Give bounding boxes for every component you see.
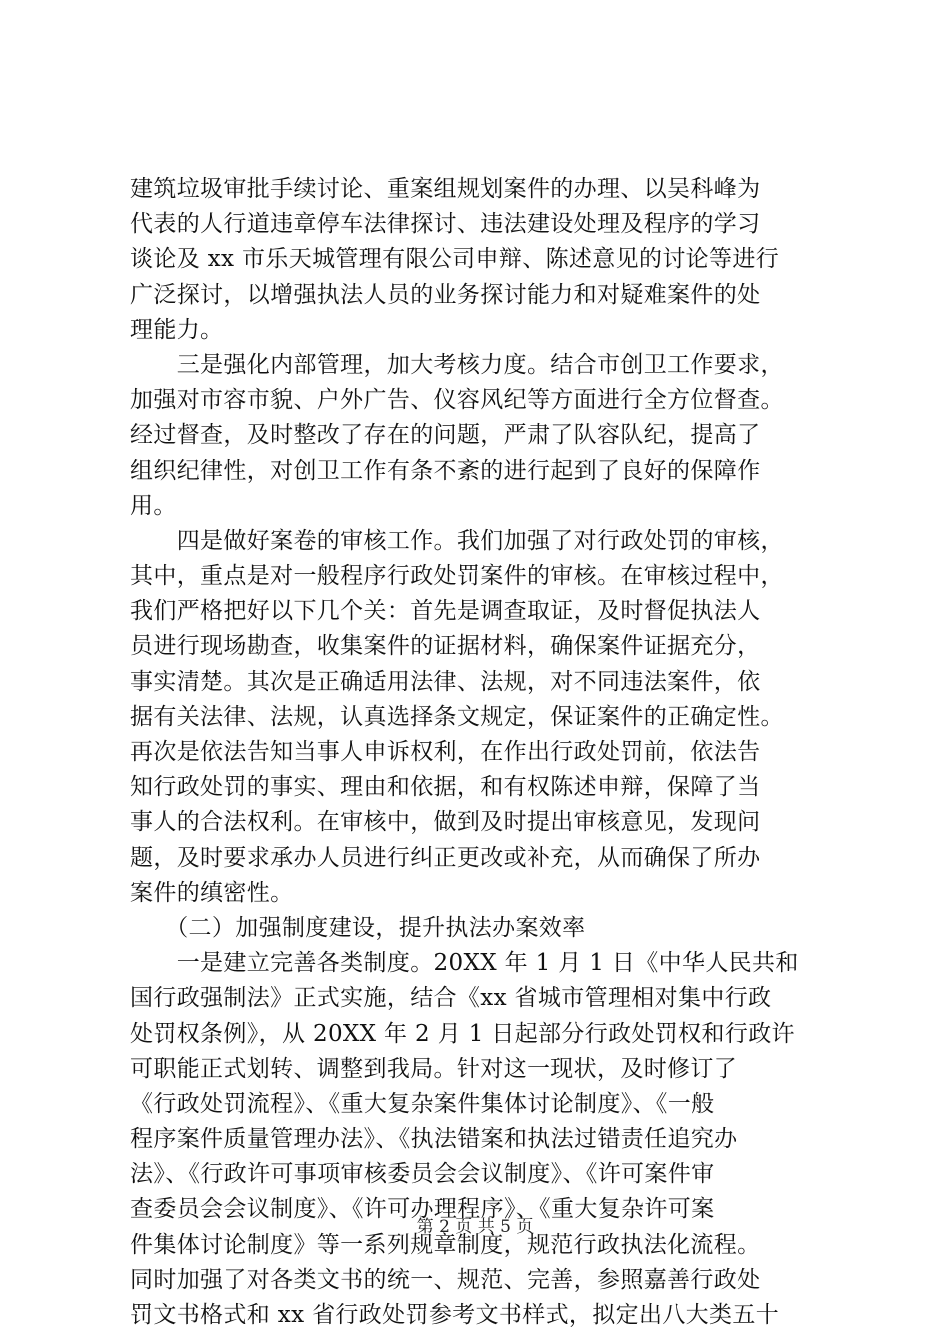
text-line: 国行政强制法》正式实施，结合《xx 省城市管理相对集中行政 <box>130 985 772 1012</box>
text-line: 同时加强了对各类文书的统一、规范、完善，参照嘉善行政处 <box>130 1266 761 1293</box>
text-line: 案件的缜密性。 <box>130 879 294 906</box>
section-heading: （二）加强制度建设，提升执法办案效率 <box>130 914 586 941</box>
text-line: 组织纪律性，对创卫工作有条不紊的进行起到了良好的保障作 <box>130 457 761 484</box>
text-line: 据有关法律、法规，认真选择条文规定，保证案件的正确定性。 <box>130 703 784 730</box>
text-line: 员进行现场勘查，收集案件的证据材料，确保案件证据充分， <box>130 633 761 660</box>
text-line: 查委员会会议制度》、《许可办理程序》、《重大复杂许可案 <box>130 1196 715 1223</box>
document-body <box>130 172 860 1333</box>
text-line: 理能力。 <box>130 316 224 343</box>
text-line: 可职能正式划转、调整到我局。针对这一现状，及时修订了 <box>130 1055 738 1082</box>
text-line: 三是强化内部管理，加大考核力度。结合市创卫工作要求， <box>130 351 784 378</box>
text-line: 四是做好案卷的审核工作。我们加强了对行政处罚的审核， <box>130 527 784 554</box>
text-line: 其中，重点是对一般程序行政处罚案件的审核。在审核过程中， <box>130 563 784 590</box>
text-line: 法》、《行政许可事项审核委员会会议制度》、《许可案件审 <box>130 1161 715 1188</box>
text-line: 广泛探讨，以增强执法人员的业务探讨能力和对疑难案件的处 <box>130 281 761 308</box>
text-line: 《行政处罚流程》、《重大复杂案件集体讨论制度》、《一般 <box>130 1090 715 1117</box>
text-line: 题，及时要求承办人员进行纠正更改或补充，从而确保了所办 <box>130 844 761 871</box>
text-line: 代表的人行道违章停车法律探讨、违法建设处理及程序的学习 <box>130 211 761 238</box>
text-line: 再次是依法告知当事人申诉权利，在作出行政处罚前，依法告 <box>130 739 761 765</box>
text-line: 罚文书格式和 xx 省行政处罚参考文书样式，拟定出八大类五十 <box>130 1302 780 1328</box>
text-line: 事人的合法权利。在审核中，做到及时提出审核意见，发现问 <box>130 809 761 836</box>
page-number-footer: 第 2 页 共 5 页 <box>416 1217 534 1237</box>
text-line: 建筑垃圾审批手续讨论、重案组规划案件的办理、以吴科峰为 <box>130 176 761 202</box>
text-line: 加强对市容市貌、户外广告、仪容风纪等方面进行全方位督查。 <box>130 387 784 414</box>
text-line: 用。 <box>130 492 177 519</box>
text-line: 处罚权条例》，从 20XX 年 2 月 1 日起部分行政处罚权和行政许 <box>130 1020 795 1047</box>
text-line: 程序案件质量管理办法》、《执法错案和执法过错责任追究办 <box>130 1126 738 1153</box>
text-line: 一是建立完善各类制度。20XX 年 1 月 1 日《中华人民共和 <box>130 950 799 977</box>
text-line: 谈论及 xx 市乐天城管理有限公司申辩、陈述意见的讨论等进行 <box>130 246 780 273</box>
text-line: 知行政处罚的事实、理由和依据，和有权陈述申辩，保障了当 <box>130 774 761 801</box>
text-line: 我们严格把好以下几个关：首先是调查取证，及时督促执法人 <box>130 598 761 625</box>
text-line: 事实清楚。其次是正确适用法律、法规，对不同违法案件，依 <box>130 668 761 695</box>
text-line: 件集体讨论制度》等一系列规章制度，规范行政执法化流程。 <box>130 1231 761 1258</box>
text-line: 经过督查，及时整改了存在的问题，严肃了队容队纪，提高了 <box>130 422 761 449</box>
